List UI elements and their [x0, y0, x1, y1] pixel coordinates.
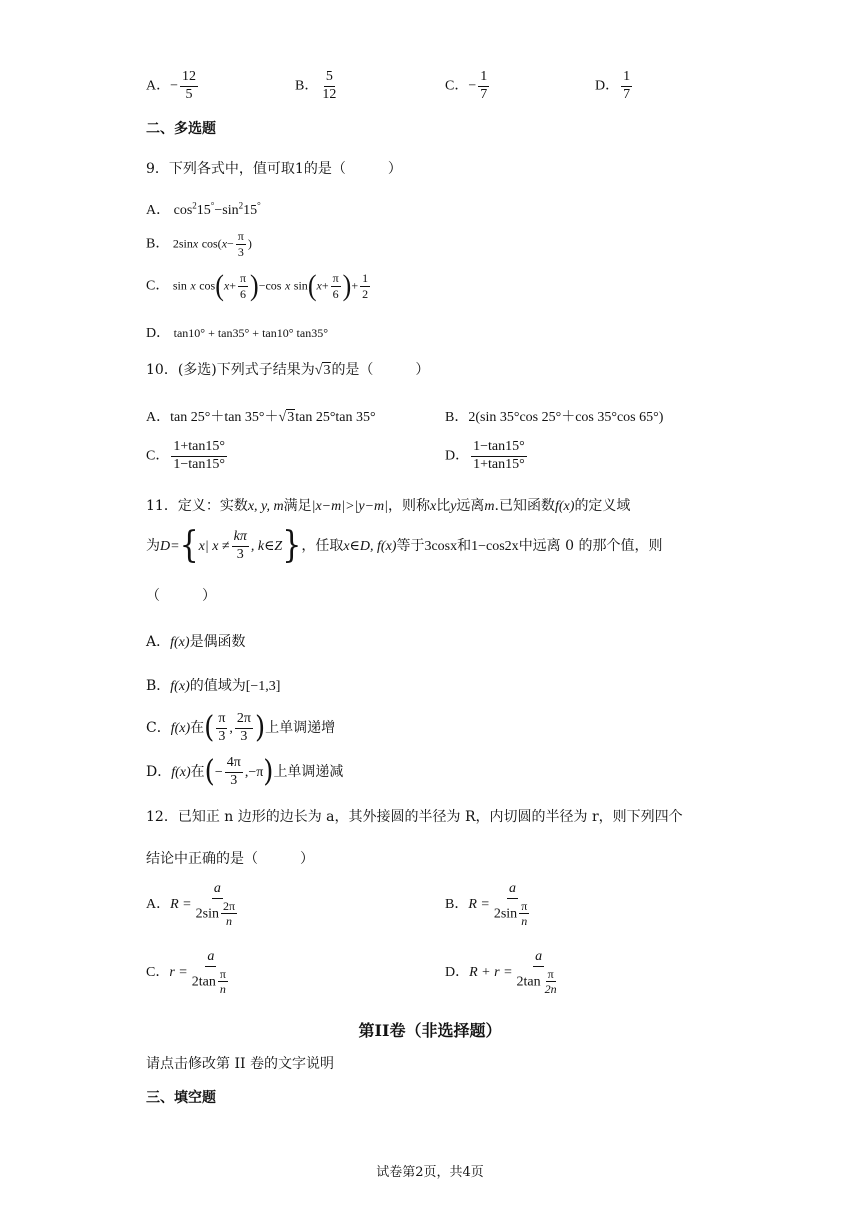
option-label: B．	[146, 678, 171, 694]
fraction	[543, 968, 559, 996]
fraction	[360, 272, 370, 300]
fraction	[471, 440, 527, 472]
paren: (	[215, 268, 224, 303]
math-expr: f(x)	[170, 721, 191, 737]
denominator: 12	[322, 86, 337, 102]
option-label: C．	[146, 720, 171, 737]
denominator: 3	[240, 728, 248, 744]
denominator: 2n	[544, 982, 557, 997]
numerator: a	[205, 950, 216, 967]
stem-text: ，则称	[387, 498, 430, 514]
question-12-line-2: 结论中正确的是（ ）	[146, 851, 314, 867]
q9-option-c	[146, 268, 372, 303]
math-text: −	[227, 236, 234, 251]
math-text: tan10° + tan35° + tan10° tan35°	[173, 326, 328, 340]
superscript: 2	[238, 200, 244, 211]
math-var: m	[484, 499, 495, 514]
option-text: 上单调递减	[273, 764, 344, 781]
q11-option-b	[146, 675, 280, 695]
denominator: 7	[623, 86, 631, 102]
q10-option-d	[445, 440, 529, 472]
paren: )	[250, 268, 259, 303]
stem-text: .已知函数	[494, 498, 555, 514]
numerator: 4π	[225, 756, 243, 773]
stem-text: 和	[457, 538, 472, 555]
option-label: B．	[445, 410, 469, 425]
option-label: B．	[445, 897, 469, 913]
math-expr: 1−cos2x	[471, 539, 519, 555]
q11-option-a	[146, 631, 246, 651]
numerator: 1	[478, 70, 489, 87]
math-text: 2sin	[172, 236, 193, 251]
numerator: π	[237, 229, 244, 243]
option-label: A．	[146, 410, 171, 425]
part-2-description[interactable]: 请点击修改第 II 卷的文字说明	[146, 1056, 334, 1072]
fraction	[515, 950, 563, 996]
math-text: ,	[229, 721, 233, 737]
math-text: 2tan	[191, 974, 216, 989]
fraction	[331, 272, 341, 300]
paren: )	[263, 754, 274, 790]
denominator: 2	[362, 286, 369, 301]
superscript: 2	[192, 200, 197, 211]
option-label: C．	[146, 448, 170, 464]
math-expr: R =	[170, 897, 192, 913]
math-text: cos	[173, 203, 193, 218]
denominator: 3	[237, 244, 244, 259]
paren: (	[204, 710, 215, 746]
fraction	[320, 70, 338, 102]
math-expr: 3cosx	[424, 539, 458, 555]
math-expr: |x−m|>|y−m|	[311, 499, 388, 514]
stem-text: 等于	[396, 538, 425, 555]
radicand: 3	[287, 410, 295, 425]
math-text: +	[229, 278, 236, 293]
math-var: y	[450, 499, 457, 514]
section-heading-multiple-choice: 二、多选题	[146, 121, 216, 137]
math-var: x, y, m	[247, 499, 284, 514]
stem-text: 的定义域	[574, 498, 631, 514]
math-text: 2sin	[493, 906, 518, 921]
option-text: 在	[190, 720, 205, 737]
fraction	[492, 882, 533, 928]
math-text: 15	[196, 203, 211, 218]
math-text: −	[214, 765, 223, 781]
part-2-title: 第II卷（非选择题）	[358, 1021, 502, 1040]
math-text: sin	[172, 278, 187, 293]
q10-option-c	[146, 440, 229, 472]
denominator	[190, 967, 232, 996]
math-text: 2sin	[195, 906, 219, 921]
numerator: a	[212, 882, 223, 899]
math-expr: R =	[468, 897, 490, 913]
paren: (	[204, 754, 215, 790]
option-label: C．	[146, 965, 170, 981]
math-text: 2tan	[516, 974, 541, 989]
fraction	[478, 70, 489, 102]
fraction	[519, 900, 529, 928]
option-label: A．	[146, 897, 171, 913]
denominator	[194, 899, 241, 928]
paren: )	[254, 710, 266, 746]
denominator: 6	[240, 286, 246, 301]
denominator: 6	[332, 286, 339, 301]
option-label: D．	[146, 326, 171, 341]
denominator: 3	[230, 772, 238, 788]
numerator: 2π	[222, 898, 236, 913]
numerator: π	[216, 712, 227, 729]
q8-option-b	[295, 70, 340, 102]
stem-text: 比	[436, 498, 451, 514]
option-label: B．	[146, 236, 170, 252]
math-text: cos(	[201, 236, 222, 251]
fraction	[180, 70, 198, 102]
fraction	[190, 950, 232, 996]
option-text: 上单调递增	[265, 720, 336, 737]
option-label: D．	[445, 965, 470, 981]
degree: °	[210, 200, 215, 211]
option-text: 在	[190, 764, 205, 781]
paren: )	[342, 268, 352, 303]
q12-option-a	[146, 882, 243, 928]
numerator: π	[521, 898, 528, 913]
q11-option-c	[146, 712, 335, 744]
denominator: 5	[185, 86, 193, 102]
math-expr: r =	[169, 965, 188, 981]
math-var: x	[190, 278, 196, 293]
stem-text: 满足	[283, 498, 312, 514]
denominator: n	[219, 982, 226, 997]
q8-option-c	[445, 70, 491, 102]
page-footer: 试卷第2页，共4页	[376, 1165, 484, 1180]
math-text: )	[247, 236, 252, 251]
math-text: tan 25°tan 35°	[295, 410, 376, 425]
option-label: A．	[146, 78, 171, 94]
numerator: π	[547, 966, 554, 981]
q9-option-d	[146, 322, 328, 342]
math-text: 2(sin 35°cos 25°＋cos 35°cos 65°)	[468, 410, 664, 425]
option-label: D．	[146, 764, 172, 781]
math-expr: x| x ≠	[198, 539, 230, 555]
degree: °	[257, 200, 261, 211]
section-heading-fill-in: 三、填空题	[146, 1090, 216, 1106]
numerator: 1	[621, 70, 632, 87]
fraction	[235, 712, 253, 744]
denominator: n	[226, 914, 232, 929]
option-label: C．	[445, 78, 469, 94]
math-expr: f(x)	[171, 765, 191, 781]
math-var: x	[429, 499, 437, 514]
brace: {	[179, 524, 199, 567]
fraction	[238, 272, 248, 300]
brace: }	[282, 524, 302, 567]
numerator: π	[239, 271, 247, 285]
fraction	[621, 70, 632, 102]
fraction	[194, 882, 241, 928]
q12-option-c	[146, 950, 234, 996]
paren: (	[307, 268, 317, 303]
question-9-stem: 9．下列各式中，值可取1的是（ ）	[146, 161, 402, 177]
fraction	[216, 712, 227, 744]
q9-option-b	[146, 230, 252, 258]
numerator: 1	[362, 271, 369, 285]
math-var: x	[221, 236, 228, 251]
numerator: a	[507, 882, 518, 899]
denominator: 7	[480, 86, 488, 102]
denominator	[492, 899, 533, 928]
math-expr: [−1,3]	[245, 679, 281, 694]
q12-option-d	[445, 950, 565, 996]
q9-option-a	[146, 199, 261, 219]
math-text: sin	[293, 278, 308, 293]
math-expr: x∈D, f(x)	[343, 539, 397, 555]
option-label: B．	[295, 78, 319, 94]
math-expr: f(x)	[555, 499, 575, 514]
fraction	[225, 756, 243, 788]
minus-sign: −	[170, 78, 179, 94]
numerator: 1+tan15°	[171, 440, 227, 457]
question-11-line-2	[146, 524, 663, 567]
fraction	[236, 230, 246, 258]
stem-text: 10．(多选)下列式子结果为	[146, 362, 315, 378]
q11-option-d	[146, 756, 343, 788]
q12-option-b	[445, 882, 535, 928]
option-label: D．	[445, 448, 470, 464]
math-text: +	[351, 278, 359, 293]
math-expr: D=	[160, 539, 180, 555]
numerator: π	[332, 271, 339, 285]
denominator: 3	[236, 546, 244, 562]
sqrt: √3	[278, 410, 295, 425]
math-var: x	[284, 278, 291, 293]
numerator: 2π	[235, 712, 253, 729]
fraction	[171, 440, 227, 472]
stem-text: ，任取	[301, 538, 344, 555]
question-12-line-1: 12．已知正 n 边形的边长为 a，其外接圆的半径为 R，内切圆的半径为 r，则下列四个	[146, 809, 683, 825]
question-11-line-1	[146, 495, 630, 515]
fraction	[232, 530, 249, 562]
math-text: +	[321, 278, 329, 293]
option-label: A．	[146, 203, 171, 218]
option-label: C．	[146, 278, 170, 294]
q8-option-a	[146, 70, 200, 102]
math-expr: , k∈Z	[250, 539, 283, 555]
question-10-stem	[146, 359, 429, 379]
stem-text: 为	[146, 538, 160, 555]
option-text: 是偶函数	[189, 634, 246, 650]
numerator: a	[533, 950, 544, 967]
numerator: 12	[180, 70, 198, 87]
radicand: 3	[323, 363, 331, 378]
math-var: x	[192, 236, 199, 251]
denominator: 3	[218, 728, 226, 744]
math-expr: f(x)	[170, 679, 190, 694]
numerator: 5	[324, 70, 335, 87]
q10-option-a	[146, 406, 376, 426]
math-var: x	[223, 278, 230, 293]
minus-sign: −	[468, 78, 477, 94]
stem-text: 的是（ ）	[331, 362, 430, 378]
option-label: D．	[595, 78, 620, 94]
math-expr: f(x)	[170, 635, 190, 650]
sqrt: √3	[314, 363, 331, 378]
numerator: π	[219, 966, 226, 981]
denominator: 1−tan15°	[173, 456, 225, 472]
math-text: ,−π	[244, 765, 264, 781]
stem-text: 中远离 0 的那个值，则	[518, 538, 663, 555]
q8-option-d	[595, 70, 634, 102]
option-text: 的值域为	[189, 678, 246, 694]
fraction	[218, 968, 228, 996]
denominator	[515, 967, 563, 996]
math-text: −sin	[214, 203, 239, 218]
math-text: 15	[243, 203, 258, 218]
math-text: tan 25°＋tan 35°＋	[170, 410, 279, 425]
stem-text: 11．定义：实数	[146, 498, 248, 514]
numerator: 1−tan15°	[471, 440, 527, 457]
option-label: A．	[146, 634, 171, 650]
math-text: −cos	[258, 278, 282, 293]
denominator: 1+tan15°	[473, 456, 525, 472]
denominator: n	[521, 914, 528, 929]
numerator: kπ	[232, 530, 249, 547]
math-expr: R + r =	[469, 965, 513, 981]
question-11-line-3: （ ）	[146, 588, 216, 604]
stem-text: 远离	[456, 498, 485, 514]
math-var: x	[316, 278, 322, 293]
fraction	[221, 900, 237, 928]
q10-option-b	[445, 406, 663, 426]
math-text: cos	[199, 278, 216, 293]
